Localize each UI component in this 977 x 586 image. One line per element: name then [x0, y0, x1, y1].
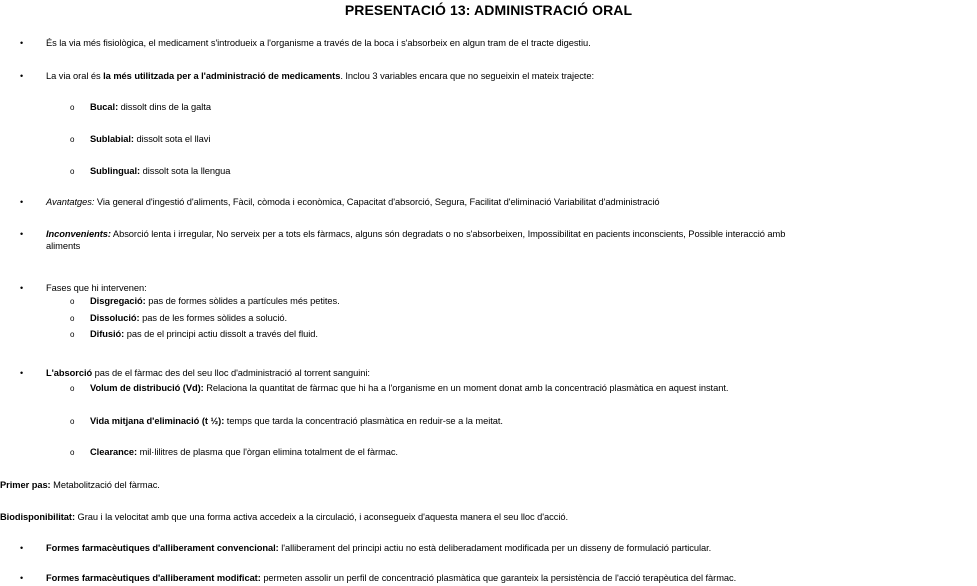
term-label: Bucal:	[90, 102, 119, 112]
term-text: pas de les formes sòlides a solució.	[139, 313, 288, 323]
sub-item-sublabial	[90, 134, 210, 145]
paragraph-absorcio	[46, 368, 370, 379]
paragraph-inconvenients	[46, 229, 977, 240]
bullet-marker: •	[20, 573, 24, 583]
paragraph-emphasis: la més utilitzada per a l'administració de medicaments	[103, 71, 341, 81]
sub-item-dissolucio	[90, 313, 287, 324]
term-text: pas de formes sòlides a partícules més petites.	[145, 296, 340, 306]
term-label: Avantatges:	[46, 197, 95, 207]
term-label: L'absorció	[46, 368, 93, 378]
document-title: PRESENTACIÓ 13: ADMINISTRACIÓ ORAL	[344, 2, 633, 18]
sub-bullet-marker: o	[70, 330, 75, 339]
term-text: l'alliberament del principi actiu no està deliberadament modificada per un disseny de formulació particular.	[278, 543, 712, 553]
sub-item-difusio	[90, 329, 318, 340]
sub-item-disgregacio	[90, 296, 340, 307]
term-text: Via general d'ingestió d'aliments, Fàcil, còmoda i econòmica, Capacitat d'absorció, Segura, Facilitat d'eliminació Variabilitat d'administració	[94, 197, 660, 207]
term-label: Clearance:	[90, 447, 138, 457]
term-text: Grau i la velocitat amb que una forma activa accedeix a la circulació, i aconsegueix d'aquesta manera el seu lloc d'acció.	[75, 512, 569, 522]
sub-bullet-marker: o	[70, 135, 75, 144]
sub-bullet-marker: o	[70, 297, 75, 306]
term-label: Vida mitjana d'eliminació (t ½):	[90, 416, 225, 426]
term-text: Metabolització del fàrmac.	[50, 480, 160, 490]
paragraph-avantatges	[46, 197, 660, 208]
paragraph-via-fisiologica	[46, 38, 591, 49]
paragraph-alliberament-convencional	[46, 543, 711, 554]
term-text: dissolt dins de la galta	[118, 102, 211, 112]
bullet-marker: •	[20, 71, 24, 81]
term-label: Inconvenients:	[46, 229, 111, 239]
sub-bullet-marker: o	[70, 103, 75, 112]
bullet-marker: •	[20, 229, 24, 239]
paragraph-alliberament-modificat	[46, 573, 736, 584]
bullet-marker: •	[20, 368, 24, 378]
sub-bullet-marker: o	[70, 417, 75, 426]
paragraph-primer-pas	[0, 480, 160, 491]
term-label: Difusió:	[90, 329, 125, 339]
term-label: Volum de distribució (Vd):	[90, 383, 204, 393]
sub-bullet-marker: o	[70, 448, 75, 457]
term-text: permeten assolir un perfil de concentració plasmàtica que garanteix la persistència de l'acció terapèutica del fàrmac.	[260, 573, 737, 583]
term-label: Formes farmacèutiques d'alliberament modificat:	[46, 573, 261, 583]
term-text: pas de el fàrmac des del seu lloc d'administració al torrent sanguini:	[92, 368, 370, 378]
sub-item-sublingual	[90, 166, 230, 177]
term-label: Primer pas:	[0, 480, 51, 490]
paragraph-biodisponibilitat	[0, 512, 568, 523]
term-label: Sublabial:	[90, 134, 134, 144]
paragraph-inconvenients-cont: aliments	[46, 241, 81, 251]
sub-item-clearance	[90, 447, 398, 458]
sub-item-vida-mitjana	[90, 416, 503, 427]
paragraph-text: És la via més fisiològica, el medicament s'introdueix a l'organisme a través de la boca i s'absorbeix en algun tram de el tracte digestiu.	[46, 38, 591, 48]
paragraph-text: . Inclou 3 variables encara que no segueixin el mateix trajecte:	[340, 71, 594, 81]
sub-bullet-marker: o	[70, 314, 75, 323]
sub-bullet-marker: o	[70, 384, 75, 393]
paragraph-fases: Fases que hi intervenen:	[46, 283, 147, 293]
sub-item-bucal	[90, 102, 211, 113]
term-label: Dissolució:	[90, 313, 140, 323]
term-text: mil·lilitres de plasma que l'òrgan elimina totalment de el fàrmac.	[137, 447, 398, 457]
term-text: Absorció lenta i irregular, No serveix per a tots els fàrmacs, alguns són degradats o no s'absorbeixen, Impossibilitat en pacients inconscients, Possible interacció amb	[110, 229, 786, 239]
paragraph-via-oral	[46, 71, 594, 82]
bullet-marker: •	[20, 283, 24, 293]
sub-bullet-marker: o	[70, 167, 75, 176]
bullet-marker: •	[20, 38, 24, 48]
bullet-marker: •	[20, 197, 24, 207]
term-label: Formes farmacèutiques d'alliberament convencional:	[46, 543, 279, 553]
term-text: pas de el principi actiu dissolt a través del fluid.	[124, 329, 318, 339]
bullet-marker: •	[20, 543, 24, 553]
term-text: Relaciona la quantitat de fàrmac que hi ha a l'organisme en un moment donat amb la concentració plasmàtica en aquest instant.	[203, 383, 729, 393]
term-text: temps que tarda la concentració plasmàtica en reduir-se a la meitat.	[224, 416, 503, 426]
term-label: Disgregació:	[90, 296, 146, 306]
term-label: Sublingual:	[90, 166, 141, 176]
sub-item-volum-distribucio	[90, 383, 728, 394]
term-text: dissolt sota la llengua	[140, 166, 231, 176]
paragraph-text: La via oral és	[46, 71, 104, 81]
term-label: Biodisponibilitat:	[0, 512, 76, 522]
term-text: dissolt sota el llavi	[133, 134, 211, 144]
